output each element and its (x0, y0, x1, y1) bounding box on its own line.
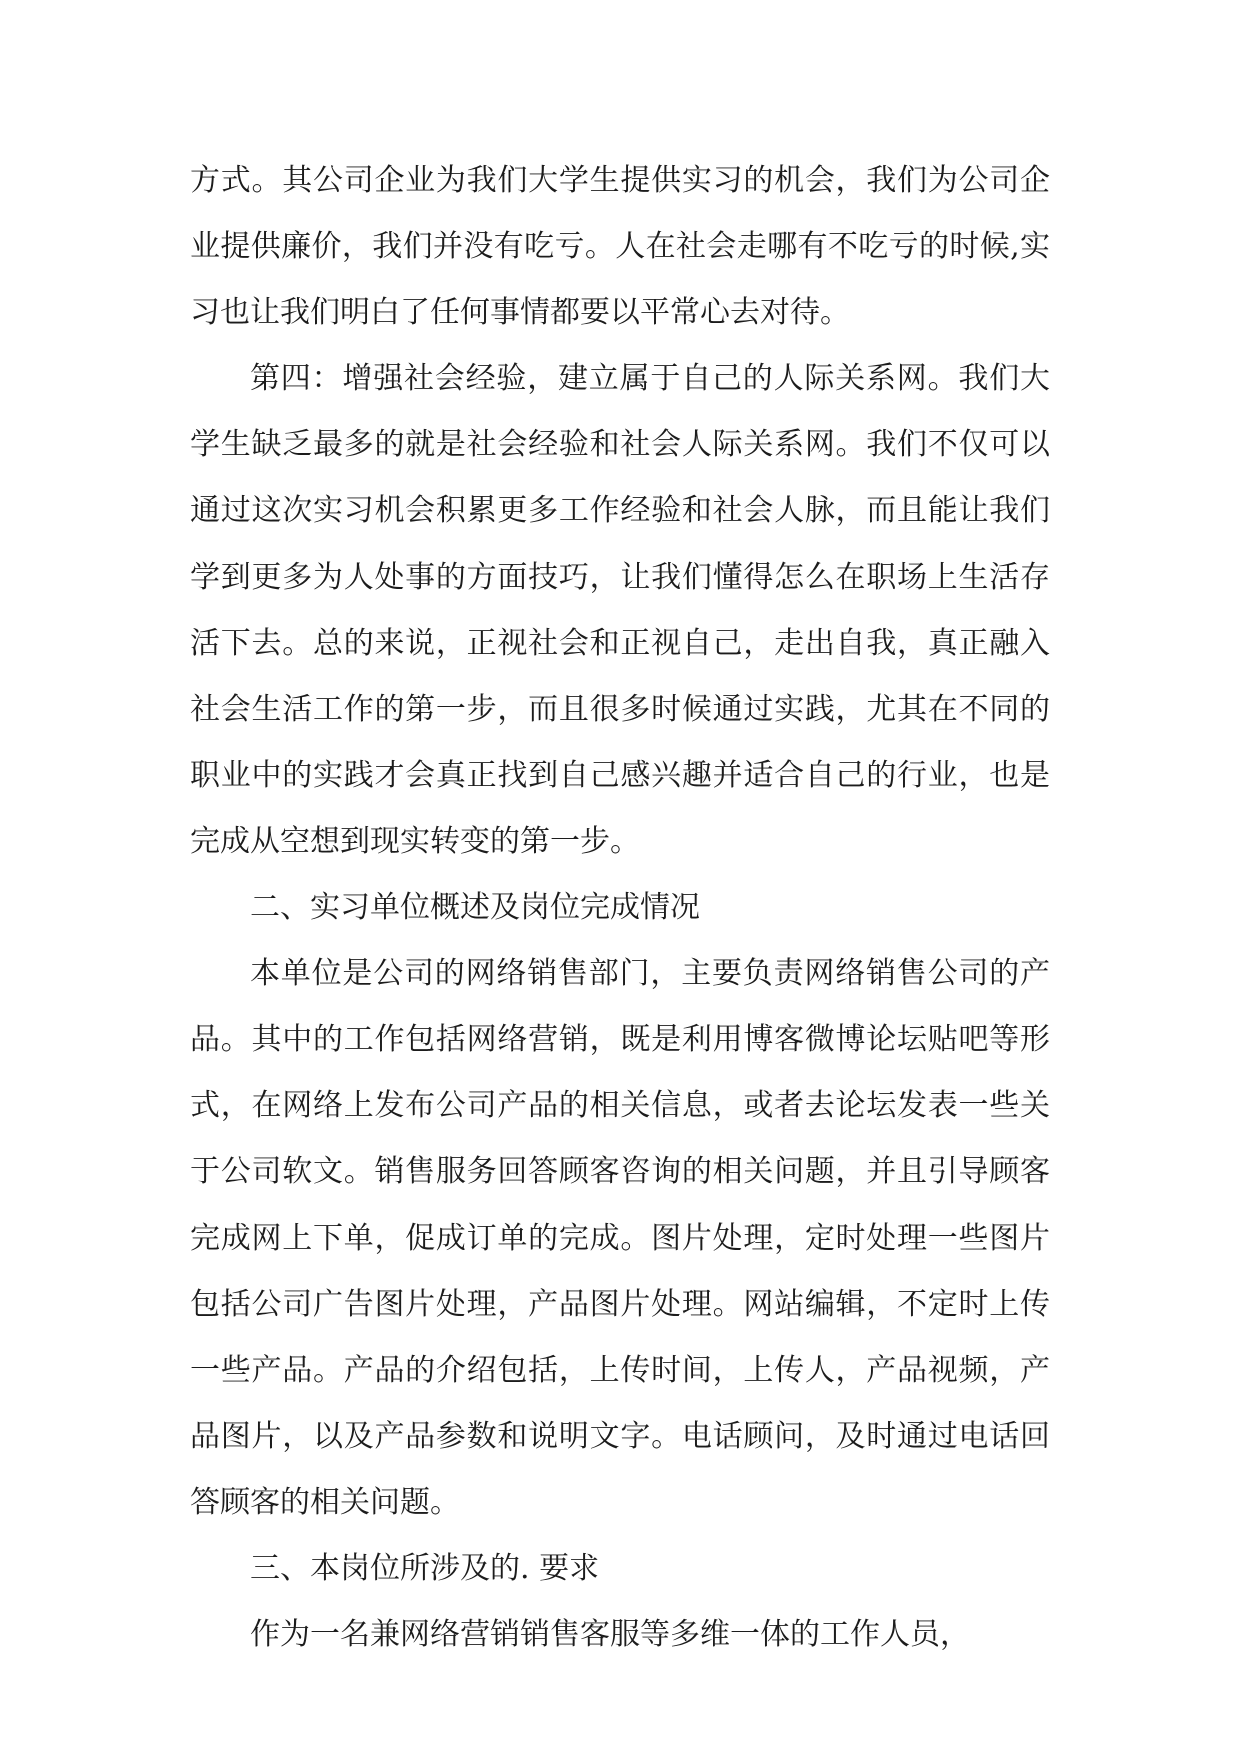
section-heading-2: 二、实习单位概述及岗位完成情况 (250, 890, 700, 926)
document-page (190, 148, 1050, 1668)
paragraph-continuation: 方式。其公司企业为我们大学生提供实习的机会，我们为公司企业提供廉价，我们并没有吃亏。人在社会走哪有不吃亏的时候,实习也让我们明白了任何事情都要以平常心去对待。 (190, 163, 1050, 331)
paragraph-requirements: 作为一名兼网络营销销售客服等多维一体的工作人员， (250, 1617, 970, 1653)
paragraph-fourth-point: 第四：增强社会经验，建立属于自己的人际关系网。我们大学生缺乏最多的就是社会经验和社会人际关系网。我们不仅可以通过这次实习机会积累更多工作经验和社会人脉，而且能让我们学到更多为人处事的方面技巧，让我们懂得怎么在职场上生活存活下去。总的来说，正视社会和正视自己，走出自我，真正融入社会生活工作的第一步，而且很多时候通过实践，尤其在不同的职业中的实践才会真正找到自己感兴趣并适合自己的行业，也是完成从空想到现实转变的第一步。 (190, 361, 1050, 859)
paragraph-unit-overview: 本单位是公司的网络销售部门，主要负责网络销售公司的产品。其中的工作包括网络营销，既是利用博客微博论坛贴吧等形式，在网络上发布公司产品的相关信息，或者去论坛发表一些关于公司软文。销售服务回答顾客咨询的相关问题，并且引导顾客完成网上下单，促成订单的完成。图片处理，定时处理一些图片包括公司广告图片处理，产品图片处理。网站编辑，不定时上传一些产品。产品的介绍包括，上传时间，上传人，产品视频，产品图片，以及产品参数和说明文字。电话顾问，及时通过电话回答顾客的相关问题。 (190, 956, 1050, 1520)
section-heading-3: 三、本岗位所涉及的. 要求 (250, 1550, 600, 1586)
